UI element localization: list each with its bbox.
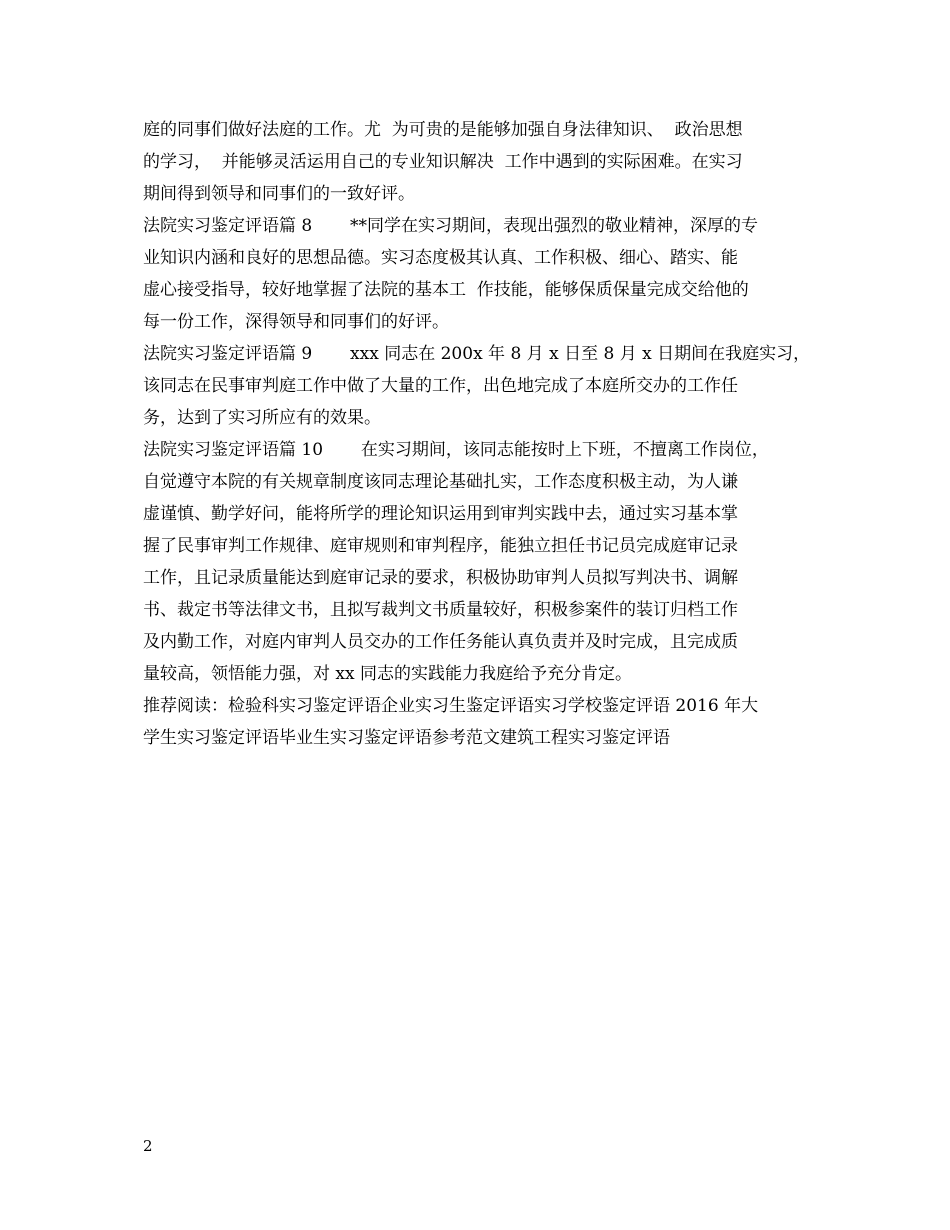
text-line: 虚心接受指导，较好地掌握了法院的基本工 作技能，能够保质保量完成交给他的	[143, 280, 749, 300]
text-line: 该同志在民事审判庭工作中做了大量的工作，出色地完成了本庭所交办的工作任	[143, 376, 738, 396]
body-text	[143, 114, 833, 754]
text-line: 务，达到了实习所应有的效果。	[143, 408, 381, 428]
page-number: 2	[143, 1137, 153, 1155]
text-line: 自觉遵守本院的有关规章制度该同志理论基础扎实，工作态度积极主动，为人谦	[143, 472, 738, 492]
section-heading-line: 法院实习鉴定评语篇 8 **同学在实习期间，表现出强烈的敬业精神，深厚的专	[143, 216, 759, 236]
recommended-reading-line: 推荐阅读：检验科实习鉴定评语企业实习生鉴定评语实习学校鉴定评语 2016 年大	[143, 696, 759, 716]
text-line: 及内勤工作，对庭内审判人员交办的工作任务能认真负责并及时完成，且完成质	[143, 632, 738, 652]
section-heading-line: 法院实习鉴定评语篇 10 在实习期间，该同志能按时上下班，不擅离工作岗位，	[143, 440, 769, 460]
section-heading-line: 法院实习鉴定评语篇 9 xxx 同志在 200x 年 8 月 x 日至 8 月 x 日期间在我庭实习，	[143, 344, 811, 364]
text-line: 握了民事审判工作规律、庭审规则和审判程序，能独立担任书记员完成庭审记录	[143, 536, 738, 556]
text-line: 的学习， 并能够灵活运用自己的专业知识解决 工作中遇到的实际困难。在实习	[143, 152, 743, 172]
text-line: 虚谨慎、勤学好问，能将所学的理论知识运用到审判实践中去，通过实习基本掌	[143, 504, 738, 524]
text-line: 期间得到领导和同事们的一致好评。	[143, 184, 415, 204]
recommended-reading-line: 学生实习鉴定评语毕业生实习鉴定评语参考范文建筑工程实习鉴定评语	[143, 728, 670, 748]
text-line: 书、裁定书等法律文书，且拟写裁判文书质量较好，积极参案件的装订归档工作	[143, 600, 738, 620]
text-line: 工作，且记录质量能达到庭审记录的要求，积极协助审判人员拟写判决书、调解	[143, 568, 738, 588]
text-line: 业知识内涵和良好的思想品德。实习态度极其认真、工作积极、细心、踏实、能	[143, 248, 738, 268]
text-line: 每一份工作，深得领导和同事们的好评。	[143, 312, 449, 332]
text-line: 庭的同事们做好法庭的工作。尤 为可贵的是能够加强自身法律知识、 政治思想	[143, 120, 743, 140]
text-line: 量较高，领悟能力强，对 xx 同志的实践能力我庭给予充分肯定。	[143, 664, 632, 684]
